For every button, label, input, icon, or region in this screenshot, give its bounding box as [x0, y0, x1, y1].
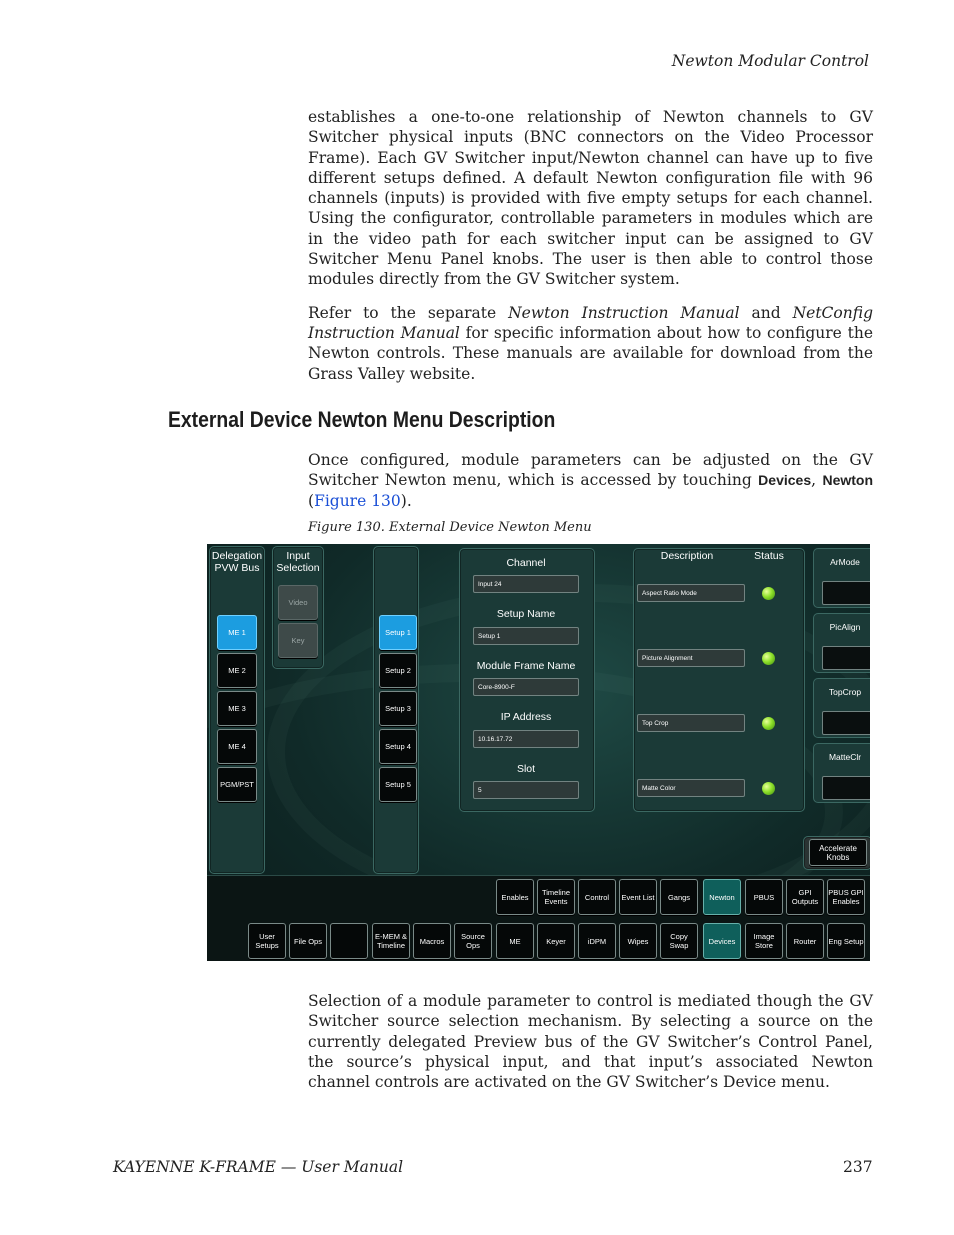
section-p1-a: Once configured, module parameters can be adjusted on the GV Switcher Newton menu, which is accessed by touching [308, 451, 873, 490]
gpi-outputs-tab[interactable]: GPI Outputs [786, 879, 824, 915]
description-header: Description [660, 550, 714, 562]
matte-color-field[interactable]: Matte Color [637, 779, 745, 797]
newton-manual-ref: Newton Instruction Manual [508, 303, 740, 322]
keyer-button[interactable]: Keyer [537, 923, 575, 959]
figure-caption: Figure 130. External Device Newton Menu [308, 520, 592, 535]
section-text [308, 450, 873, 511]
me2-button[interactable]: ME 2 [217, 653, 257, 688]
topcrop-knob-label: TopCrop [828, 687, 862, 697]
netconfig-manual-ref: NetConfig Instruction Manual [308, 303, 873, 342]
module-frame-name-field[interactable]: Core-8900-F [473, 678, 579, 696]
picalign-knob-field [822, 646, 870, 670]
ip-address-label: IP Address [500, 711, 552, 723]
intro-text [308, 107, 873, 384]
intro-p2-c: for specific information about how to configure the Newton controls. These manuals are available for download from the Grass Valley website. [308, 323, 873, 383]
setup3-button[interactable]: Setup 3 [379, 691, 417, 726]
status-led-icon [762, 717, 775, 730]
topcrop-knob-field [822, 711, 870, 735]
armode-knob-field [822, 581, 870, 605]
copy-swap-button[interactable]: Copy Swap [660, 923, 698, 959]
matteclr-knob-field [822, 776, 870, 800]
section-p1-sep: , [811, 471, 823, 490]
section-paragraph [308, 450, 873, 511]
me1-button[interactable]: ME 1 [217, 615, 257, 650]
blank-button[interactable] [330, 923, 368, 959]
section-p1-c: ( [308, 491, 315, 510]
slot-label: Slot [516, 763, 536, 775]
setup4-button[interactable]: Setup 4 [379, 729, 417, 764]
me3-button[interactable]: ME 3 [217, 691, 257, 726]
setup2-button[interactable]: Setup 2 [379, 653, 417, 688]
input-selection-title-line1: Input [286, 550, 310, 562]
pbus-tab[interactable]: PBUS [745, 879, 783, 915]
user-setups-button[interactable]: User Setups [248, 923, 286, 959]
status-led-icon [762, 782, 775, 795]
channel-field[interactable]: Input 24 [473, 575, 579, 593]
outro-text [308, 991, 873, 1092]
topcrop-knob[interactable] [813, 678, 870, 738]
page-number: 237 [843, 1158, 873, 1176]
image-store-button[interactable]: Image Store [745, 923, 783, 959]
newton-menu-screenshot [207, 544, 870, 961]
status-header: Status [754, 550, 784, 562]
newton-tab[interactable]: Newton [703, 879, 741, 915]
wipes-button[interactable]: Wipes [619, 923, 657, 959]
accelerate-line1: Accelerate [819, 843, 857, 853]
picture-alignment-field[interactable]: Picture Alignment [637, 649, 745, 667]
accelerate-knobs-label [819, 844, 857, 862]
delegation-title [210, 550, 264, 574]
top-crop-field[interactable]: Top Crop [637, 714, 745, 732]
key-button[interactable]: Key [278, 623, 318, 658]
knob-column [813, 548, 870, 818]
status-led-icon [762, 652, 775, 665]
picalign-knob[interactable] [813, 613, 870, 673]
ip-address-field[interactable]: 10.16.17.72 [473, 730, 579, 748]
event-list-tab[interactable]: Event List [619, 879, 657, 915]
setup-name-field[interactable]: Setup 1 [473, 627, 579, 645]
router-button[interactable]: Router [786, 923, 824, 959]
outro-paragraph: Selection of a module parameter to control is mediated though the GV Switcher source selection mechanism. By selecting a source on the currently delegated Preview bus of the GV Switcher’s Control Panel, the source’s physical input, and that input’s associated Newton channel controls are activated on the GV Switcher’s Device menu. [308, 992, 873, 1092]
input-selection-title [273, 550, 323, 574]
matteclr-knob[interactable] [813, 743, 870, 803]
picalign-knob-label: PicAlign [829, 622, 861, 632]
enables-tab[interactable]: Enables [496, 879, 534, 915]
source-ops-button[interactable]: Source Ops [454, 923, 492, 959]
devices-button[interactable]: Devices [703, 923, 741, 959]
aspect-ratio-mode-field[interactable]: Aspect Ratio Mode [637, 584, 745, 602]
gangs-tab[interactable]: Gangs [660, 879, 698, 915]
accelerate-line2: Knobs [826, 852, 850, 862]
module-frame-name-label: Module Frame Name [476, 660, 576, 672]
channel-label: Channel [506, 557, 546, 569]
me4-button[interactable]: ME 4 [217, 729, 257, 764]
intro-paragraph-1: establishes a one-to-one relationship of Newton channels to GV Switcher physical inputs (BNC connectors on the Video Processor Frame). Each GV Switcher input/Newton channel can have up to five different setups defined. A default Newton configuration file with 96 channels (inputs) is provided with five empty setups for each channel. Using the configurator, controllable parameters in modules which are in the video path for each switcher input can be assigned to GV Switcher Menu Panel knobs. The user is then able to control those modules directly from the GV Switcher system. [308, 108, 873, 289]
section-p1-d: ). [400, 491, 412, 510]
intro-p2-a: Refer to the separate [308, 303, 509, 322]
me-button[interactable]: ME [496, 923, 534, 959]
armode-knob-label: ArMode [830, 557, 860, 567]
setup5-button[interactable]: Setup 5 [379, 767, 417, 802]
newton-label: Newton [822, 472, 874, 489]
section-title: External Device Newton Menu Description [168, 407, 556, 432]
running-header: Newton Modular Control [671, 52, 869, 70]
footer-title: KAYENNE K-FRAME — User Manual [113, 1158, 404, 1176]
intro-paragraph-2 [308, 303, 873, 384]
pgm-pst-button[interactable]: PGM/PST [217, 767, 257, 802]
matteclr-knob-label: MatteClr [828, 752, 862, 762]
pbus-gpi-enables-tab[interactable]: PBUS GPI Enables [827, 879, 865, 915]
control-tab[interactable]: Control [578, 879, 616, 915]
emem-timeline-button[interactable]: E-MEM & Timeline [372, 923, 410, 959]
figure-130-link[interactable]: Figure 130 [314, 491, 401, 510]
macros-button[interactable]: Macros [413, 923, 451, 959]
setup1-button[interactable]: Setup 1 [379, 615, 417, 650]
slot-field[interactable]: 5 [473, 781, 579, 799]
video-button[interactable]: Video [278, 585, 318, 620]
accelerate-knobs-button[interactable] [809, 839, 867, 866]
setup-name-label: Setup Name [496, 608, 556, 620]
idpm-button[interactable]: iDPM [578, 923, 616, 959]
delegation-title-line1: Delegation [211, 550, 263, 562]
delegation-title-line2: PVW Bus [214, 562, 260, 574]
input-selection-title-line2: Selection [276, 562, 320, 574]
eng-setup-button[interactable]: Eng Setup [827, 923, 865, 959]
timeline-events-tab[interactable]: Timeline Events [537, 879, 575, 915]
status-led-icon [762, 587, 775, 600]
armode-knob[interactable] [813, 548, 870, 608]
devices-label: Devices [758, 472, 812, 489]
file-ops-button[interactable]: File Ops [289, 923, 327, 959]
intro-p2-b: and [739, 303, 793, 322]
